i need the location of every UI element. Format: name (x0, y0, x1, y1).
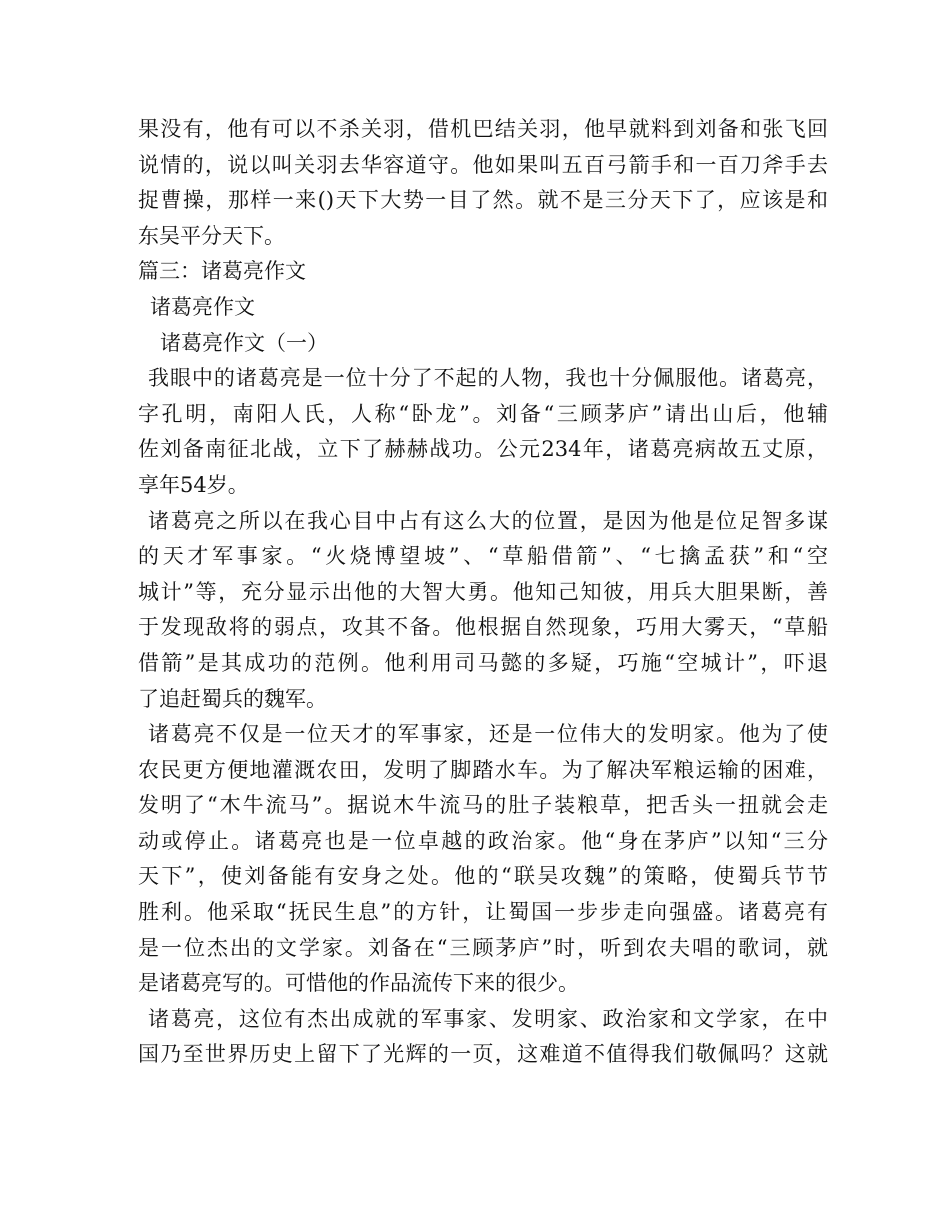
paragraph-line: 诸葛亮不仅是一位天才的军事家，还是一位伟大的发明家。他为了使 (148, 722, 828, 747)
paragraph-line: 农民更方便地灌溉农田，发明了脚踏水车。为了解决军粮运输的困难， (138, 757, 828, 782)
essay-subtitle: 诸葛亮作文（一） (160, 330, 328, 355)
text-line: 果没有，他有可以不杀关羽，借机巴结关羽，他早就料到刘备和张飞回 (138, 117, 828, 141)
text-line: 东吴平分天下。 (138, 223, 285, 248)
paragraph-line: 享年54岁。 (138, 472, 249, 497)
paragraph-line: 诸葛亮之所以在我心目中占有这么大的位置，是因为他是位足智多谋 (148, 508, 828, 533)
paragraph-line: 我眼中的诸葛亮是一位十分了不起的人物，我也十分佩服他。诸葛亮， (148, 366, 828, 391)
paragraph-line: 于发现敌将的弱点，攻其不备。他根据自然现象，巧用大雾天，“草船 (138, 615, 828, 640)
paragraph-line: 借箭”是其成功的范例。他利用司马懿的多疑，巧施“空城计”，吓退 (138, 650, 828, 675)
paragraph-line: 发明了“木牛流马”。据说木牛流马的肚子装粮草，把舌头一扭就会走 (138, 793, 828, 818)
paragraph-line: 是一位杰出的文学家。刘备在“三顾茅庐”时，听到农夫唱的歌词，就 (138, 935, 828, 960)
paragraph-line: 是诸葛亮写的。可惜他的作品流传下来的很少。 (138, 971, 579, 996)
paragraph-line: 佐刘备南征北战，立下了赫赫战功。公元234年，诸葛亮病故五丈原， (138, 437, 828, 462)
paragraph-line: 字孔明，南阳人氏，人称“卧龙”。刘备“三顾茅庐”请出山后，他辅 (138, 401, 828, 426)
paragraph-line: 动或停止。诸葛亮也是一位卓越的政治家。他“身在茅庐”以知“三分 (138, 828, 828, 853)
section-heading: 篇三：诸葛亮作文 (138, 259, 306, 284)
paragraph-line: 胜利。他采取“抚民生息”的方针，让蜀国一步步走向强盛。诸葛亮有 (138, 900, 828, 925)
paragraph-line: 国乃至世界历史上留下了光辉的一页，这难道不值得我们敬佩吗？这就 (138, 1042, 828, 1067)
text-line: 说情的，说以叫关羽去华容道守。他如果叫五百弓箭手和一百刀斧手去 (138, 152, 828, 177)
paragraph-line: 了追赶蜀兵的魏军。 (138, 686, 327, 711)
essay-title: 诸葛亮作文 (150, 294, 255, 319)
paragraph-line: 的天才军事家。“火烧博望坡”、“草船借箭”、“七擒孟获”和“空 (138, 544, 828, 569)
paragraph-line: 天下”，使刘备能有安身之处。他的“联吴攻魏”的策略，使蜀兵节节 (138, 864, 828, 889)
text-line: 捉曹操，那样一来()天下大势一目了然。就不是三分天下了，应该是和 (138, 188, 828, 213)
essay-body (138, 112, 828, 1073)
paragraph-line: 诸葛亮，这位有杰出成就的军事家、发明家、政治家和文学家，在中 (148, 1006, 828, 1031)
paragraph-line: 城计”等，充分显示出他的大智大勇。他知己知彼，用兵大胆果断，善 (138, 579, 828, 604)
